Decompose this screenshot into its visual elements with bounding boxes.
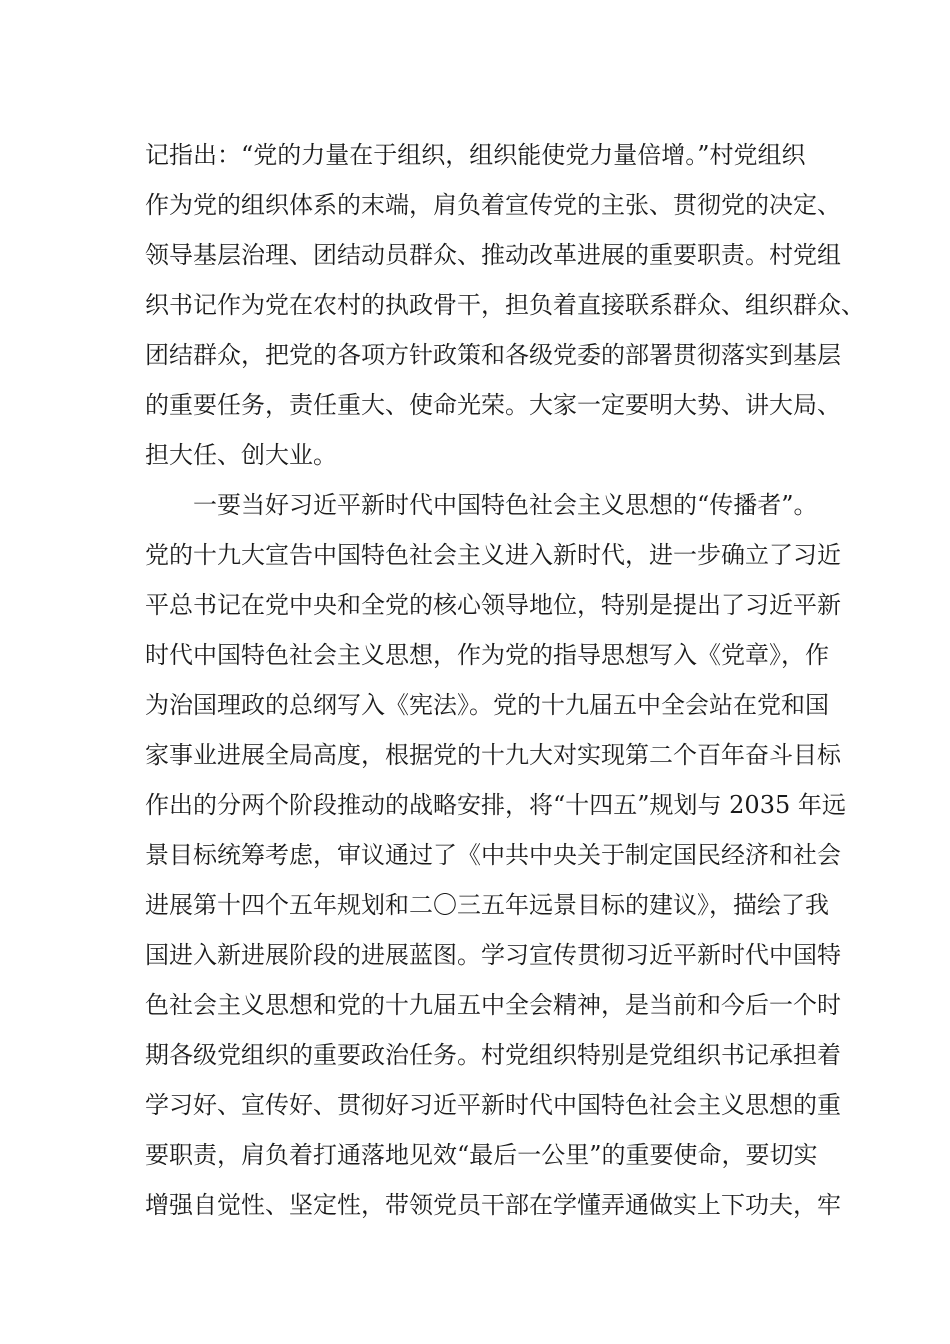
- text-line: 色社会主义思想和党的十九届五中全会精神，是当前和今后一个时: [145, 991, 841, 1019]
- text-line: 为治国理政的总纲写入《宪法》。党的十九届五中全会站在党和国: [145, 691, 829, 719]
- text-line: 增强自觉性、坚定性，带领党员干部在学懂弄通做实上下功夫，牢: [145, 1191, 841, 1219]
- text-line: 担大任、创大业。: [145, 441, 337, 469]
- text-line: 期各级党组织的重要政治任务。村党组织特别是党组织书记承担着: [145, 1041, 841, 1069]
- text-line: 作出的分两个阶段推动的战略安排，将“十四五”规划与 2035 年远: [145, 791, 846, 819]
- body-text-block: [145, 130, 865, 1230]
- text-line: 党的十九大宣告中国特色社会主义进入新时代，进一步确立了习近: [145, 541, 841, 569]
- text-line: 国进入新进展阶段的进展蓝图。学习宣传贯彻习近平新时代中国特: [145, 941, 841, 969]
- text-line: 领导基层治理、团结动员群众、推动改革进展的重要职责。村党组: [145, 241, 841, 269]
- paragraph-heading-line: 一要当好习近平新时代中国特色社会主义思想的“传播者”。: [193, 491, 818, 519]
- text-line: 景目标统筹考虑，审议通过了《中共中央关于制定国民经济和社会: [145, 841, 841, 869]
- text-line: 平总书记在党中央和全党的核心领导地位，特别是提出了习近平新: [145, 591, 841, 619]
- text-line: 进展第十四个五年规划和二〇三五年远景目标的建议》，描绘了我: [145, 891, 829, 919]
- text-line: 团结群众，把党的各项方针政策和各级党委的部署贯彻落实到基层: [145, 341, 841, 369]
- text-line: 记指出：“党的力量在于组织，组织能使党力量倍增。”村党组织: [145, 141, 806, 169]
- text-line: 织书记作为党在农村的执政骨干，担负着直接联系群众、组织群众、: [145, 291, 865, 319]
- text-line: 家事业进展全局高度，根据党的十九大对实现第二个百年奋斗目标: [145, 741, 841, 769]
- text-line: 的重要任务，责任重大、使命光荣。大家一定要明大势、讲大局、: [145, 391, 841, 419]
- text-line: 学习好、宣传好、贯彻好习近平新时代中国特色社会主义思想的重: [145, 1091, 841, 1119]
- text-line: 时代中国特色社会主义思想，作为党的指导思想写入《党章》，作: [145, 641, 829, 669]
- text-line: 要职责，肩负着打通落地见效“最后一公里”的重要使命，要切实: [145, 1141, 818, 1169]
- text-line: 作为党的组织体系的末端，肩负着宣传党的主张、贯彻党的决定、: [145, 191, 841, 219]
